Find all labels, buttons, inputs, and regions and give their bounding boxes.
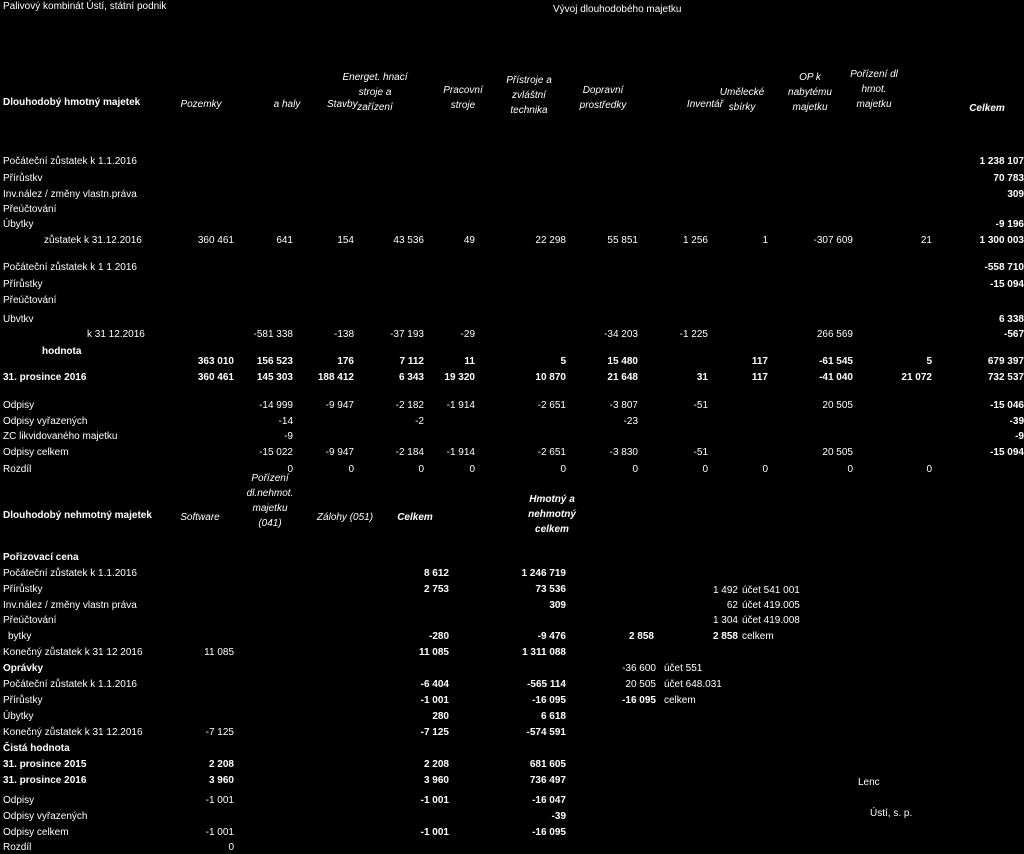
tangible-cell: 20 505 bbox=[822, 400, 853, 411]
intangible-row-label: Čistá hodnota bbox=[3, 743, 70, 754]
side-note-amount: -16 095 bbox=[622, 695, 656, 706]
intangible-row-label: Počáteční zůstatek k 1.1.2016 bbox=[3, 568, 137, 579]
tangible-cell: 21 bbox=[920, 235, 932, 246]
tangible-cell: 43 536 bbox=[393, 235, 424, 246]
tangible-cell: 0 bbox=[847, 464, 853, 475]
tangible-cell: -14 bbox=[278, 416, 293, 427]
tangible-cell: -9 196 bbox=[995, 219, 1024, 230]
tangible-row-label: Inv.nález / změny vlastn.práva bbox=[3, 189, 137, 200]
tangible-cell: 0 bbox=[348, 464, 354, 475]
tangible-cell: 22 298 bbox=[535, 235, 566, 246]
tangible-cell: 1 256 bbox=[682, 235, 708, 246]
tangible-column-header: Pozemky bbox=[180, 99, 222, 110]
tangible-cell: 6 343 bbox=[398, 372, 424, 383]
tangible-cell: -9 bbox=[284, 431, 293, 442]
tangible-cell: 0 bbox=[560, 464, 566, 475]
tangible-cell: 20 505 bbox=[822, 447, 853, 458]
tangible-cell: -2 bbox=[415, 416, 424, 427]
tangible-cell: -558 710 bbox=[984, 262, 1024, 273]
document-title: Vývoj dlouhodobého majetku bbox=[553, 4, 682, 15]
tangible-row-label: Rozdíl bbox=[3, 464, 32, 475]
intangible-row-label: Přírůstky bbox=[3, 695, 43, 706]
tangible-row-label: ZC likvidovaného majetku bbox=[3, 431, 118, 442]
tangible-row-label: Odpisy celkem bbox=[3, 447, 69, 458]
tangible-column-header: Pořízení dl hmot. majetku bbox=[850, 69, 898, 110]
grand-total-cell: 309 bbox=[549, 600, 566, 611]
tangible-column-header: OP k nabytému majetku bbox=[788, 72, 832, 113]
tangible-cell: 7 112 bbox=[399, 356, 424, 367]
tangible-cell: 156 523 bbox=[256, 356, 293, 367]
intangible-total-cell: -1 001 bbox=[420, 695, 449, 706]
tangible-row-label: Odpisy vyřazených bbox=[3, 416, 88, 427]
intangible-column-header: Zálohy (051) bbox=[316, 512, 374, 523]
tangible-cell: -34 203 bbox=[604, 329, 638, 340]
tangible-row-label: zůstatek k 31.12.2016 bbox=[44, 235, 142, 246]
tangible-column-header: Celkem bbox=[969, 103, 1005, 114]
side-note-amount: 1 492 bbox=[712, 585, 738, 596]
tangible-row-label: Ubvtkv bbox=[3, 314, 34, 325]
grand-total-cell: -9 476 bbox=[537, 631, 566, 642]
intangible-column-header: Software bbox=[180, 512, 220, 523]
grand-total-cell: -565 114 bbox=[527, 679, 566, 690]
tangible-cell: -23 bbox=[623, 416, 638, 427]
tangible-cell: 145 303 bbox=[256, 372, 293, 383]
grand-total-cell: 681 605 bbox=[529, 759, 566, 770]
tangible-cell: -138 bbox=[333, 329, 354, 340]
side-note-text: účet 648.031 bbox=[664, 679, 722, 690]
signature-place: Ústí, s. p. bbox=[870, 808, 913, 819]
tangible-cell: 49 bbox=[463, 235, 475, 246]
tangible-cell: -2 651 bbox=[537, 447, 566, 458]
intangible-total-cell: 11 085 bbox=[418, 647, 449, 658]
tangible-cell: 679 397 bbox=[987, 356, 1024, 367]
intangible-total-cell: 8 612 bbox=[423, 568, 449, 579]
tangible-cell: -2 651 bbox=[537, 400, 566, 411]
side-note-text: účet 541 001 bbox=[742, 585, 800, 596]
tangible-column-header: Umělecké sbírky bbox=[719, 87, 765, 113]
tangible-cell: -567 bbox=[1003, 329, 1024, 340]
tangible-cell: -2 184 bbox=[395, 447, 424, 458]
intangible-total-cell: 3 960 bbox=[423, 775, 449, 786]
tangible-cell: -3 830 bbox=[609, 447, 638, 458]
software-cell: 0 bbox=[228, 842, 234, 853]
intangible-row-label: 31. prosince 2015 bbox=[3, 759, 87, 770]
tangible-cell: -15 094 bbox=[990, 279, 1024, 290]
intangible-row-label: Pořizovací cena bbox=[3, 552, 79, 563]
tangible-cell: 0 bbox=[702, 464, 708, 475]
tangible-row-label: hodnota bbox=[42, 346, 82, 357]
side-note-amount: 62 bbox=[726, 600, 738, 611]
tangible-cell: 0 bbox=[762, 464, 768, 475]
software-cell: -7 125 bbox=[205, 727, 234, 738]
tangible-cell: 1 238 107 bbox=[979, 156, 1024, 167]
side-note-text: účet 419.008 bbox=[742, 615, 800, 626]
grand-total-cell: -39 bbox=[551, 811, 566, 822]
tangible-column-header: Energet. hnací stroje a zařízení bbox=[342, 72, 408, 113]
tangible-cell: 21 648 bbox=[607, 372, 638, 383]
tangible-row-label: Počáteční zůstatek k 1 1 2016 bbox=[3, 262, 137, 273]
intangible-row-label: Přeúčtování bbox=[3, 615, 57, 626]
tangible-row-label: Odpisy bbox=[3, 400, 35, 411]
tangible-cell: 55 851 bbox=[607, 235, 638, 246]
side-note-pre-amount: 2 858 bbox=[628, 631, 654, 642]
tangible-column-header: a haly bbox=[273, 99, 301, 110]
tangible-cell: 1 300 003 bbox=[979, 235, 1024, 246]
tangible-row-label: k 31 12.2016 bbox=[87, 329, 145, 340]
tangible-row-label: Přírůstky bbox=[3, 279, 43, 290]
tangible-cell: 154 bbox=[337, 235, 354, 246]
tangible-cell: 31 bbox=[696, 372, 708, 383]
intangible-total-cell: 2 208 bbox=[423, 759, 449, 770]
intangible-total-cell: 2 753 bbox=[423, 584, 449, 595]
intangible-row-label: Přírůstky bbox=[3, 584, 43, 595]
side-note-text: účet 419.005 bbox=[742, 600, 800, 611]
tangible-cell: 0 bbox=[926, 464, 932, 475]
tangible-row-label: Přeúčtování bbox=[3, 204, 57, 215]
intangible-total-cell: -280 bbox=[428, 631, 449, 642]
grand-total-cell: 6 618 bbox=[540, 711, 566, 722]
intangible-row-label: Odpisy celkem bbox=[3, 827, 69, 838]
tangible-cell: -1 914 bbox=[446, 447, 475, 458]
tangible-cell: -9 947 bbox=[325, 400, 354, 411]
side-note-text: účet 551 bbox=[664, 663, 703, 674]
tangible-cell: -51 bbox=[693, 400, 708, 411]
tangible-column-header: Přístroje a zvláštní technika bbox=[506, 75, 552, 116]
signature-name: Lenc bbox=[858, 777, 880, 788]
grand-total-cell: 1 311 088 bbox=[522, 647, 566, 658]
tangible-cell: -581 338 bbox=[253, 329, 293, 340]
intangible-row-label: Konečný zůstatek k 31 12.2016 bbox=[3, 727, 143, 738]
grand-total-cell: 736 497 bbox=[529, 775, 566, 786]
tangible-cell: 188 412 bbox=[317, 372, 354, 383]
tangible-row-label: Přírůstkv bbox=[3, 173, 43, 184]
tangible-row-label: 31. prosince 2016 bbox=[3, 372, 87, 383]
tangible-cell: 0 bbox=[469, 464, 475, 475]
intangible-row-label: Rozdíl bbox=[3, 842, 32, 853]
tangible-cell: -15 022 bbox=[259, 447, 293, 458]
tangible-column-header: Dopravní prostředky bbox=[579, 85, 627, 111]
tangible-cell: 6 338 bbox=[998, 314, 1024, 325]
tangible-column-header: Stavby bbox=[327, 99, 358, 110]
tangible-cell: 363 010 bbox=[197, 356, 234, 367]
tangible-cell: 0 bbox=[287, 464, 293, 475]
tangible-cell: 5 bbox=[926, 356, 932, 367]
tangible-cell: -37 193 bbox=[390, 329, 424, 340]
intangible-column-header: Celkem bbox=[397, 512, 433, 523]
tangible-cell: -2 182 bbox=[395, 400, 424, 411]
software-cell: -1 001 bbox=[205, 827, 234, 838]
tangible-section-title: Dlouhodobý hmotný majetek bbox=[3, 97, 141, 108]
intangible-row-label: bytky bbox=[8, 631, 32, 642]
intangible-row-label: Konečný zůstatek k 31 12 2016 bbox=[3, 647, 143, 658]
tangible-cell: 309 bbox=[1007, 189, 1024, 200]
tangible-cell: -9 947 bbox=[325, 447, 354, 458]
tangible-cell: -1 914 bbox=[446, 400, 475, 411]
side-note-text: celkem bbox=[664, 695, 696, 706]
tangible-column-header: Inventář bbox=[686, 99, 724, 110]
tangible-cell: 19 320 bbox=[444, 372, 475, 383]
tangible-cell: -14 999 bbox=[259, 400, 293, 411]
tangible-cell: 360 461 bbox=[197, 235, 234, 246]
tangible-cell: 1 bbox=[762, 235, 768, 246]
grand-total-cell: -16 047 bbox=[532, 795, 566, 806]
intangible-row-label: Počáteční zůstatek k 1.1.2016 bbox=[3, 679, 137, 690]
tangible-cell: 5 bbox=[560, 356, 566, 367]
side-note-amount: -36 600 bbox=[622, 663, 656, 674]
tangible-cell: 176 bbox=[337, 356, 354, 367]
tangible-cell: 21 072 bbox=[901, 372, 932, 383]
tangible-column-header: Pracovní stroje bbox=[443, 85, 483, 111]
tangible-cell: 0 bbox=[632, 464, 638, 475]
side-note-amount: 20 505 bbox=[625, 679, 656, 690]
tangible-cell: 15 480 bbox=[607, 356, 638, 367]
tangible-cell: -61 545 bbox=[819, 356, 853, 367]
tangible-cell: 266 569 bbox=[816, 329, 853, 340]
intangible-row-label: 31. prosince 2016 bbox=[3, 775, 87, 786]
intangible-total-cell: -1 001 bbox=[420, 795, 449, 806]
side-note-text: celkem bbox=[742, 631, 774, 642]
tangible-cell: 641 bbox=[276, 235, 293, 246]
intangible-row-label: Úbytky bbox=[3, 711, 34, 722]
tangible-cell: -15 046 bbox=[990, 400, 1024, 411]
intangible-column-header: Pořízení dl.nehmot. majetku (041) bbox=[246, 473, 294, 529]
tangible-cell: -39 bbox=[1009, 416, 1024, 427]
tangible-cell: -1 225 bbox=[679, 329, 708, 340]
tangible-row-label: Úbytky bbox=[3, 219, 34, 230]
tangible-cell: -9 bbox=[1015, 431, 1024, 442]
tangible-cell: -51 bbox=[693, 447, 708, 458]
software-cell: 3 960 bbox=[208, 775, 234, 786]
tangible-cell: -15 094 bbox=[990, 447, 1024, 458]
tangible-cell: -41 040 bbox=[819, 372, 853, 383]
side-note-amount: 1 304 bbox=[712, 615, 738, 626]
organization-name: Palivový kombinát Ústí, státní podnik bbox=[3, 1, 167, 12]
software-cell: 11 085 bbox=[204, 647, 234, 658]
tangible-cell: 10 870 bbox=[535, 372, 566, 383]
intangible-row-label: Oprávky bbox=[3, 663, 44, 674]
intangible-total-cell: -6 404 bbox=[420, 679, 449, 690]
intangible-total-cell: 280 bbox=[432, 711, 449, 722]
tangible-row-label: Přeúčtování bbox=[3, 295, 57, 306]
intangible-total-cell: -7 125 bbox=[420, 727, 449, 738]
tangible-cell: -29 bbox=[460, 329, 475, 340]
tangible-cell: 70 783 bbox=[993, 173, 1024, 184]
tangible-cell: -3 807 bbox=[609, 400, 638, 411]
intangible-section-title: Dlouhodobý nehmotný majetek bbox=[3, 510, 152, 521]
intangible-total-cell: -1 001 bbox=[420, 827, 449, 838]
intangible-column-header: Hmotný a nehmotný celkem bbox=[528, 494, 576, 535]
tangible-cell: 360 461 bbox=[197, 372, 234, 383]
intangible-row-label: Odpisy vyřazených bbox=[3, 811, 88, 822]
side-note-amount: 2 858 bbox=[712, 631, 738, 642]
tangible-cell: -307 609 bbox=[813, 235, 853, 246]
software-cell: -1 001 bbox=[205, 795, 234, 806]
grand-total-cell: -16 095 bbox=[532, 695, 566, 706]
tangible-cell: 117 bbox=[751, 356, 768, 367]
tangible-cell: 117 bbox=[751, 372, 768, 383]
tangible-cell: 11 bbox=[464, 356, 475, 367]
grand-total-cell: 1 246 719 bbox=[521, 568, 566, 579]
grand-total-cell: -16 095 bbox=[532, 827, 566, 838]
intangible-row-label: Odpisy bbox=[3, 795, 35, 806]
grand-total-cell: 73 536 bbox=[535, 584, 566, 595]
software-cell: 2 208 bbox=[208, 759, 234, 770]
tangible-cell: 732 537 bbox=[987, 372, 1024, 383]
intangible-row-label: Inv.nález / změny vlastn práva bbox=[3, 600, 137, 611]
grand-total-cell: -574 591 bbox=[526, 727, 566, 738]
tangible-cell: 0 bbox=[418, 464, 424, 475]
tangible-row-label: Počáteční zůstatek k 1.1.2016 bbox=[3, 156, 137, 167]
